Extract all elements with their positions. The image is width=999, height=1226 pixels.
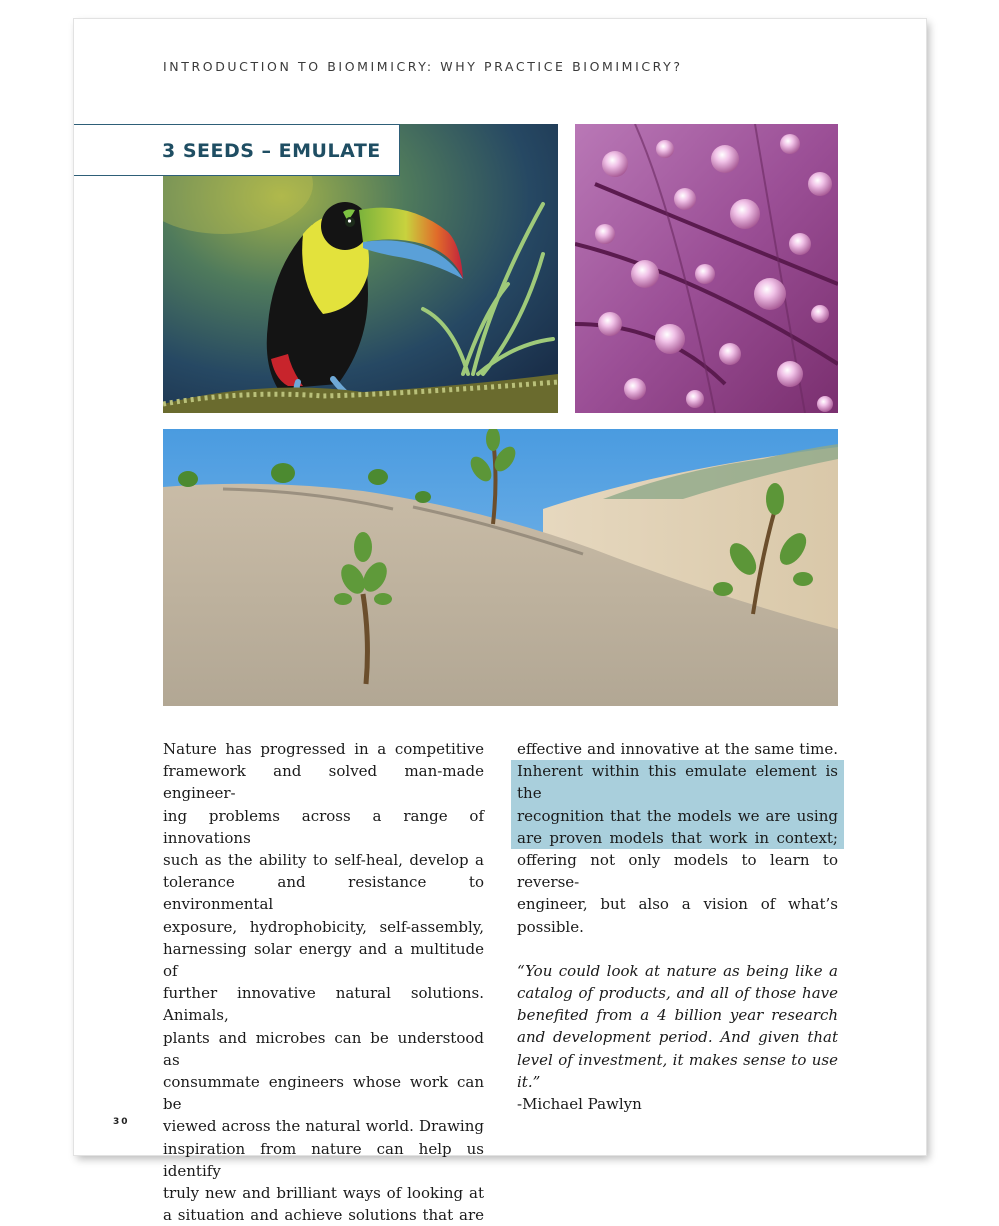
text-line: inspiration from nature can help us identify	[163, 1139, 484, 1180]
pull-quote	[517, 960, 838, 1093]
text-line: harnessing solar energy and a multitude of	[163, 939, 484, 981]
text-line: Nature has progressed in a competitive	[163, 740, 484, 758]
quote-line: “You could look at nature as being like a	[517, 961, 838, 980]
section-title-box	[74, 124, 400, 176]
text-line: are proven models that work in context;	[517, 828, 838, 847]
page-number: 30	[113, 1117, 130, 1127]
quote-line: catalog of products, and all of those have	[517, 984, 838, 1003]
text-line: plants and microbes can be understood as	[163, 1028, 484, 1069]
text-line: viewed across the natural world. Drawing	[163, 1117, 484, 1136]
quote-line: and development period. And given that	[517, 1028, 838, 1047]
text-line: recognition that the models we are using	[517, 806, 838, 825]
text-line: consummate engineers whose work can be	[163, 1073, 484, 1114]
text-line: truly new and brilliant ways of looking at	[163, 1184, 484, 1203]
running-header: INTRODUCTION TO BIOMIMICRY: WHY PRACTICE BIOMIMICRY?	[163, 59, 683, 74]
text-line: exposure, hydrophobicity, self-assembly,	[163, 917, 484, 936]
leaf-droplets-photo	[575, 124, 838, 413]
dunes-seedlings-photo	[163, 429, 838, 706]
text-line: further innovative natural solutions. Animals,	[163, 984, 484, 1025]
text-line: tolerance and resistance to environmental	[163, 873, 484, 914]
highlighted-passage	[511, 760, 844, 849]
text-line: Inherent within this emulate element is the	[517, 762, 838, 803]
text-line: a situation and achieve solutions that are	[163, 1206, 484, 1225]
quote-attribution: -Michael Pawlyn	[517, 1095, 642, 1114]
text-line: effective and innovative at the same time.	[517, 740, 838, 758]
text-line: such as the ability to self-heal, develop a	[163, 851, 484, 870]
text-line: ing problems across a range of innovations	[163, 806, 484, 847]
body-right-column	[517, 738, 838, 1115]
text-line: framework and solved man-made engineer-	[163, 762, 484, 803]
body-left-column	[163, 738, 484, 1226]
quote-line: level of investment, it makes sense to use it.”	[517, 1050, 838, 1091]
quote-line: benefited from a 4 billion year research	[517, 1006, 838, 1025]
text-line: offering not only models to learn to reverse-	[517, 851, 838, 892]
section-title: 3 SEEDS – EMULATE	[162, 140, 381, 162]
text-line: engineer, but also a vision of what’s possible.	[517, 895, 838, 936]
